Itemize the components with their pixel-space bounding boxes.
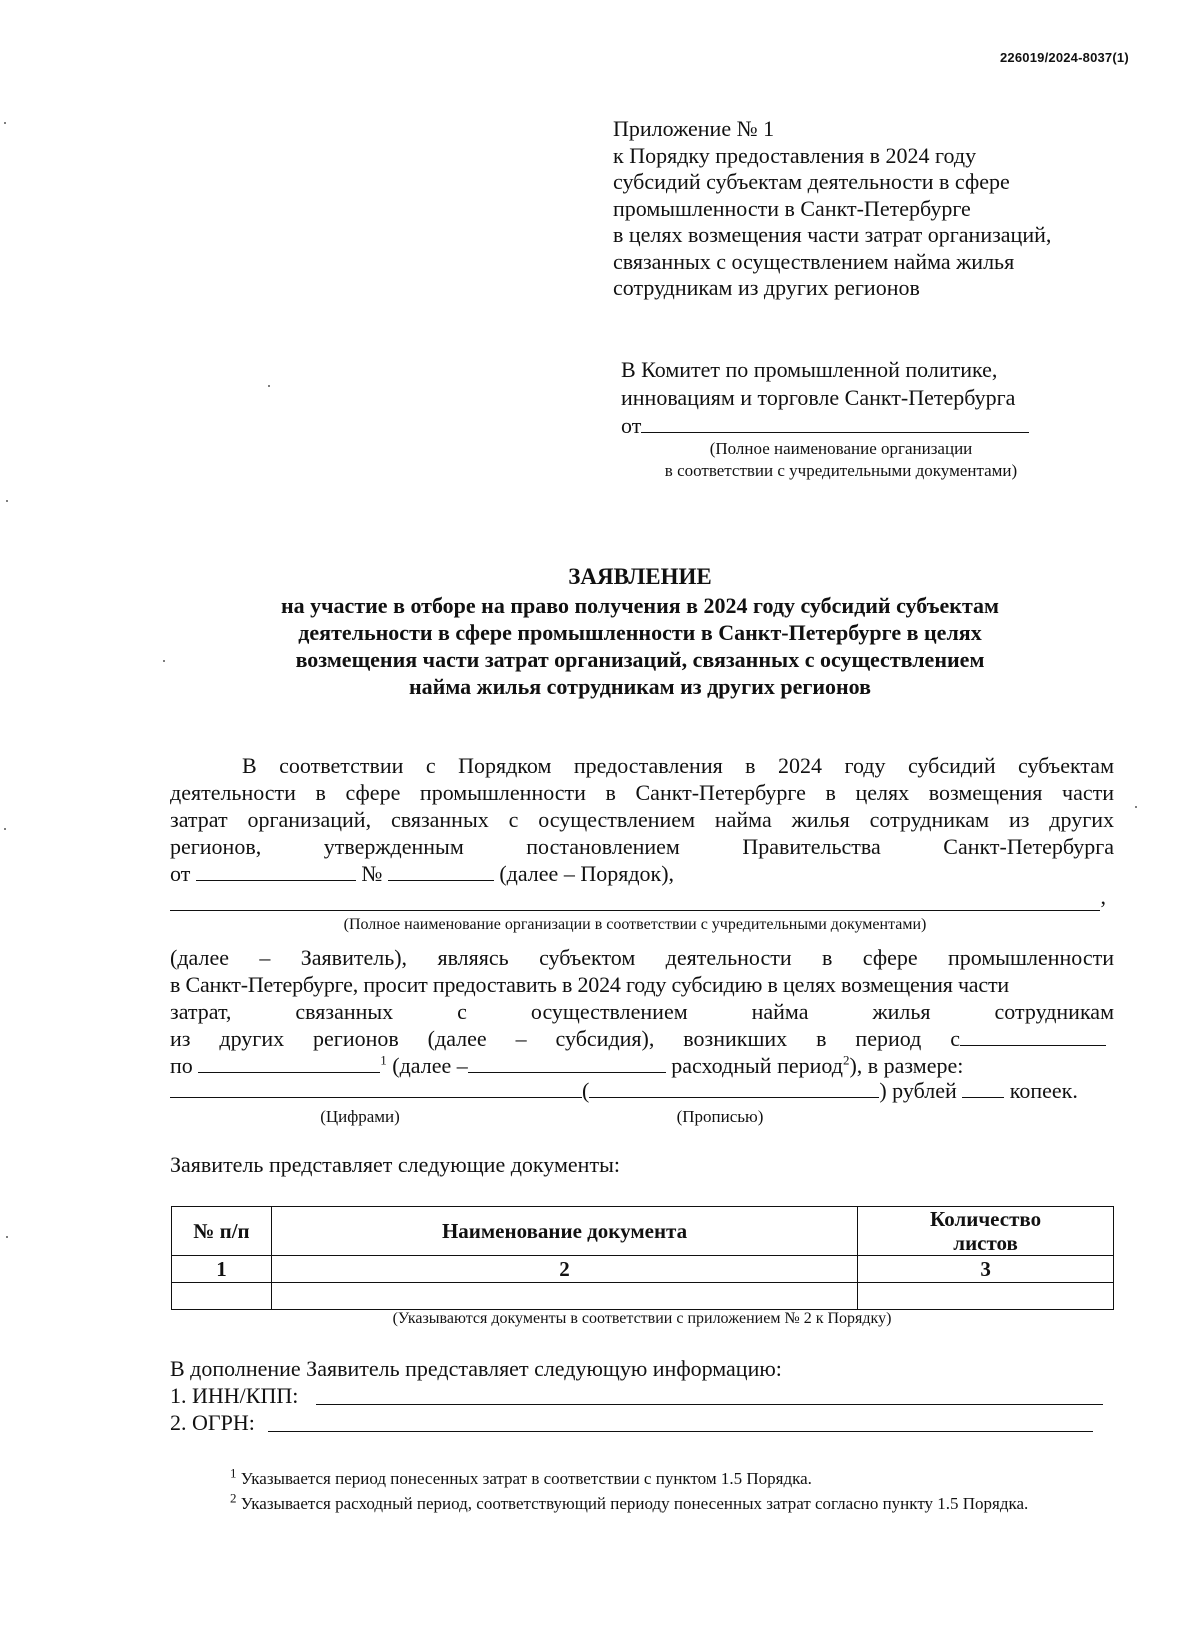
column-header-sheets: Количество листов xyxy=(858,1207,1114,1256)
scan-speck xyxy=(163,660,165,662)
inn-field[interactable] xyxy=(316,1384,1103,1405)
amount-words-field[interactable] xyxy=(589,1077,879,1098)
scan-speck xyxy=(6,500,8,502)
column-number-row xyxy=(172,1256,1114,1283)
table-caption: (Указываются документы в соответствии с приложением № 2 к Порядку) xyxy=(392,1310,892,1327)
inn-label: 1. ИНН/КПП: xyxy=(170,1383,299,1408)
addressee-from-row xyxy=(621,412,1141,440)
paragraph-line: В соответствии с Порядком предоставления в 2024 году субсидий субъектам xyxy=(242,753,1114,778)
appendix-line: промышленности в Санкт-Петербурге xyxy=(613,195,971,221)
organization-caption: (Полное наименование организации в соответствии с учредительными документами) xyxy=(343,916,927,933)
ogrn-label: 2. ОГРН: xyxy=(170,1410,255,1435)
appendix-line: сотрудникам из других регионов xyxy=(613,275,920,300)
documents-table xyxy=(171,1206,1114,1310)
amount-row xyxy=(170,1077,1114,1107)
appendix-line: Приложение № 1 xyxy=(613,116,775,141)
title-line: деятельности в сфере промышленности в Санкт-Петербурге в целях xyxy=(298,620,982,645)
extra-info-intro: В дополнение Заявитель представляет следующую информацию: xyxy=(170,1356,782,1381)
paragraph-request xyxy=(170,944,1114,1079)
scan-speck xyxy=(268,385,270,387)
po-label: по xyxy=(170,1053,193,1078)
paragraph-intro xyxy=(170,752,1114,887)
table-cell[interactable] xyxy=(858,1283,1114,1310)
scan-speck xyxy=(4,122,6,124)
date-from-label: от xyxy=(170,861,191,886)
scan-speck xyxy=(6,1236,8,1238)
organization-full-name-field[interactable] xyxy=(170,888,1100,911)
column-header-name: Наименование документа xyxy=(271,1207,857,1256)
footnote-text: Указывается период понесенных затрат в соответствии с пунктом 1.5 Порядка. xyxy=(240,1469,812,1488)
amount-digits-field[interactable] xyxy=(170,1077,582,1098)
column-number: 3 xyxy=(858,1256,1114,1283)
digits-caption: (Цифрами) xyxy=(320,1107,400,1126)
period-end-field[interactable] xyxy=(198,1052,380,1073)
inn-row xyxy=(170,1382,1130,1409)
period-start-field[interactable] xyxy=(960,1025,1106,1046)
ogrn-field[interactable] xyxy=(268,1411,1093,1432)
footnote-2 xyxy=(172,1491,1116,1516)
table-cell[interactable] xyxy=(172,1283,272,1310)
appendix-line: в целях возмещения части затрат организаций, xyxy=(613,222,1052,247)
kopeks-field[interactable] xyxy=(962,1077,1004,1098)
number-label: № xyxy=(361,861,383,886)
caption-line: в соответствии с учредительными документами) xyxy=(664,461,1018,480)
dalee-label: (далее – xyxy=(392,1053,468,1078)
scan-speck xyxy=(4,828,6,830)
period-end-row xyxy=(170,1052,1114,1079)
poryadok-label: (далее – Порядок), xyxy=(499,861,675,886)
appendix-line: связанных с осуществлением найма жилья xyxy=(613,248,1015,274)
comma: , xyxy=(1100,884,1106,909)
rashod-label: расходный период xyxy=(671,1053,843,1078)
extra-info-block xyxy=(170,1355,1130,1436)
appendix-line: к Порядку предоставления в 2024 году xyxy=(613,142,977,168)
footnote-ref: 1 xyxy=(380,1052,387,1068)
organization-full-name-row xyxy=(170,884,1106,912)
footnote-ref: 2 xyxy=(842,1052,850,1068)
paragraph-line: регионов, утвержденным постановлением Правительства Санкт-Петербурга xyxy=(170,834,1114,859)
column-number: 2 xyxy=(271,1256,857,1283)
paragraph-line: в Санкт-Петербурге, просит предоставить в 2024 году субсидию в целях возмещения части xyxy=(170,972,1009,997)
paragraph-line: затрат организаций, связанных с осуществлением найма жилья сотрудникам из других xyxy=(170,807,1114,832)
period-line-text: из других регионов (далее – субсидия), возникших в период с xyxy=(170,1026,960,1051)
footnote-mark: 2 xyxy=(230,1490,237,1506)
column-number: 1 xyxy=(172,1256,272,1283)
caption-line: (Полное наименование организации xyxy=(709,439,973,458)
footnote-text: Указывается расходный период, соответствующий периоду понесенных затрат согласно пункту 1.5 Порядка. xyxy=(240,1494,1029,1513)
title-heading: ЗАЯВЛЕНИЕ xyxy=(568,564,712,589)
column-header-number: № п/п xyxy=(172,1207,272,1256)
scan-speck xyxy=(1135,806,1137,808)
words-caption: (Прописью) xyxy=(676,1107,764,1126)
addressee-block xyxy=(621,356,1141,440)
table-cell[interactable] xyxy=(271,1283,857,1310)
razmer-label: ), в размере: xyxy=(849,1053,964,1078)
rubles-label: ) рублей xyxy=(879,1078,957,1103)
decree-date-field[interactable] xyxy=(196,860,356,881)
table-row xyxy=(172,1283,1114,1310)
document-number: 226019/2024-8037(1) xyxy=(1000,50,1129,65)
from-label: от xyxy=(621,413,642,438)
organization-name-field[interactable] xyxy=(641,412,1029,433)
open-paren: ( xyxy=(582,1078,590,1103)
kopeks-label: копеек. xyxy=(1009,1078,1078,1103)
appendix-header xyxy=(613,116,1173,302)
footnote-mark: 1 xyxy=(230,1465,237,1481)
addressee-line: В Комитет по промышленной политике, xyxy=(621,357,998,382)
title-line: возмещения части затрат организаций, связанных с осуществлением xyxy=(295,647,985,672)
decree-number-field[interactable] xyxy=(388,860,494,881)
addressee-line: инновациям и торговле Санкт-Петербурга xyxy=(621,385,1016,410)
title-line: найма жилья сотрудникам из других регионов xyxy=(408,674,872,699)
paragraph-line: затрат, связанных с осуществлением найма жилья сотрудникам xyxy=(170,999,1114,1024)
document-title xyxy=(170,563,1110,700)
appendix-line: субсидий субъектам деятельности в сфере xyxy=(613,169,1010,194)
period-start-row xyxy=(170,1025,1114,1052)
documents-intro: Заявитель представляет следующие документы: xyxy=(170,1152,620,1177)
table-header-row xyxy=(172,1207,1114,1256)
paragraph-line: деятельности в сфере промышленности в Санкт-Петербурге в целях возмещения части xyxy=(170,780,1114,805)
paragraph-line: (далее – Заявитель), являясь субъектом деятельности в сфере промышленности xyxy=(170,945,1114,970)
footnote-1 xyxy=(172,1466,1116,1491)
addressee-caption xyxy=(621,438,1061,482)
expense-period-field[interactable] xyxy=(468,1052,666,1073)
footnotes xyxy=(172,1466,1116,1516)
title-line: на участие в отборе на право получения в 2024 году субсидий субъектам xyxy=(280,593,1000,618)
decree-date-row xyxy=(170,860,1114,887)
ogrn-row xyxy=(170,1409,1130,1436)
